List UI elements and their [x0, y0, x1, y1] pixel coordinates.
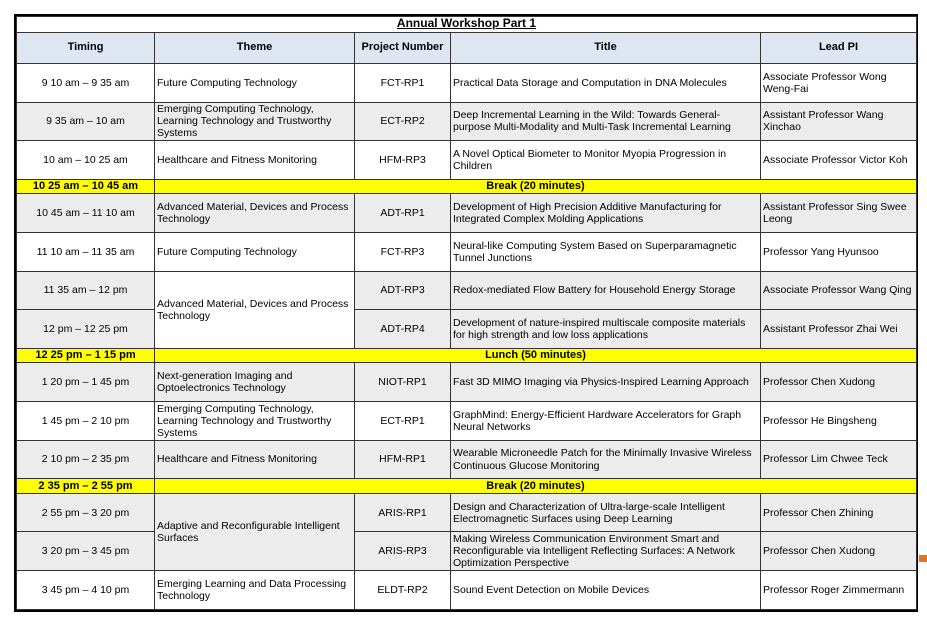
title-cell: Neural-like Computing System Based on Superparamagnetic Tunnel Junctions [451, 233, 761, 272]
project-cell: ADT-RP3 [355, 271, 451, 310]
project-cell: ECT-RP1 [355, 401, 451, 440]
table-row [17, 271, 917, 310]
break-row [17, 179, 917, 194]
break-timing: 2 35 pm – 2 55 pm [17, 479, 155, 494]
project-cell: ECT-RP2 [355, 102, 451, 141]
timing-cell: 2 55 pm – 3 20 pm [17, 493, 155, 532]
table-row [17, 401, 917, 440]
header-title: Title [451, 32, 761, 63]
project-cell: ARIS-RP1 [355, 493, 451, 532]
timing-cell: 10 45 am – 11 10 am [17, 194, 155, 233]
title-cell: Development of nature-inspired multiscale composite materials for high strength and low loss applications [451, 310, 761, 349]
project-cell: FCT-RP1 [355, 63, 451, 102]
workshop-schedule [14, 14, 918, 612]
lead-cell: Assistant Professor Zhai Wei [761, 310, 917, 349]
lead-cell: Professor Chen Xudong [761, 532, 917, 571]
project-cell: HFM-RP1 [355, 440, 451, 479]
title-cell: Redox-mediated Flow Battery for Household Energy Storage [451, 271, 761, 310]
table-row [17, 102, 917, 141]
table-row [17, 141, 917, 180]
table-row [17, 571, 917, 610]
project-cell: ADT-RP1 [355, 194, 451, 233]
lead-cell: Professor Yang Hyunsoo [761, 233, 917, 272]
break-row [17, 479, 917, 494]
timing-cell: 3 45 pm – 4 10 pm [17, 571, 155, 610]
table-row [17, 440, 917, 479]
table-row [17, 310, 917, 349]
timing-cell: 9 10 am – 9 35 am [17, 63, 155, 102]
header-row [17, 32, 917, 63]
timing-cell: 2 10 pm – 2 35 pm [17, 440, 155, 479]
theme-cell: Future Computing Technology [155, 63, 355, 102]
table-row [17, 233, 917, 272]
theme-cell: Adaptive and Reconfigurable Intelligent Surfaces [155, 493, 355, 570]
break-timing: 12 25 pm – 1 15 pm [17, 348, 155, 363]
table-row [17, 363, 917, 402]
lead-cell: Associate Professor Wong Weng-Fai [761, 63, 917, 102]
break-label: Break (20 minutes) [155, 179, 917, 194]
lead-cell: Professor Chen Zhining [761, 493, 917, 532]
table-row [17, 493, 917, 532]
header-timing: Timing [17, 32, 155, 63]
title-cell: Practical Data Storage and Computation in DNA Molecules [451, 63, 761, 102]
lead-cell: Professor Lim Chwee Teck [761, 440, 917, 479]
table-row [17, 63, 917, 102]
lead-cell: Assistant Professor Wang Xinchao [761, 102, 917, 141]
lead-cell: Professor He Bingsheng [761, 401, 917, 440]
theme-cell: Advanced Material, Devices and Process Technology [155, 271, 355, 348]
table-row [17, 532, 917, 571]
timing-cell: 1 45 pm – 2 10 pm [17, 401, 155, 440]
timing-cell: 3 20 pm – 3 45 pm [17, 532, 155, 571]
title-cell: GraphMind: Energy-Efficient Hardware Accelerators for Graph Neural Networks [451, 401, 761, 440]
schedule-table [16, 16, 917, 610]
accent-mark [919, 555, 927, 562]
lead-cell: Associate Professor Wang Qing [761, 271, 917, 310]
project-cell: ARIS-RP3 [355, 532, 451, 571]
project-cell: ADT-RP4 [355, 310, 451, 349]
theme-cell: Next-generation Imaging and Optoelectronics Technology [155, 363, 355, 402]
title-cell: Fast 3D MIMO Imaging via Physics-Inspired Learning Approach [451, 363, 761, 402]
title-cell: Deep Incremental Learning in the Wild: Towards General-purpose Multi-Modality and Multi-Task Incremental Learning [451, 102, 761, 141]
table-title-row [17, 17, 917, 33]
title-cell: Development of High Precision Additive Manufacturing for Integrated Complex Molding Applications [451, 194, 761, 233]
timing-cell: 10 am – 10 25 am [17, 141, 155, 180]
break-label: Lunch (50 minutes) [155, 348, 917, 363]
theme-cell: Healthcare and Fitness Monitoring [155, 440, 355, 479]
theme-cell: Emerging Computing Technology, Learning Technology and Trustworthy Systems [155, 401, 355, 440]
timing-cell: 11 35 am – 12 pm [17, 271, 155, 310]
theme-cell: Future Computing Technology [155, 233, 355, 272]
timing-cell: 11 10 am – 11 35 am [17, 233, 155, 272]
title-cell: Making Wireless Communication Environment Smart and Reconfigurable via Intelligent Reflecting Surfaces: A Network Optimization Perspective [451, 532, 761, 571]
break-row [17, 348, 917, 363]
lead-cell: Assistant Professor Sing Swee Leong [761, 194, 917, 233]
header-lead: Lead PI [761, 32, 917, 63]
header-project: Project Number [355, 32, 451, 63]
theme-cell: Advanced Material, Devices and Process Technology [155, 194, 355, 233]
project-cell: ELDT-RP2 [355, 571, 451, 610]
title-cell: Design and Characterization of Ultra-large-scale Intelligent Electromagnetic Surfaces using Deep Learning [451, 493, 761, 532]
lead-cell: Professor Roger Zimmermann [761, 571, 917, 610]
break-timing: 10 25 am – 10 45 am [17, 179, 155, 194]
header-theme: Theme [155, 32, 355, 63]
table-row [17, 194, 917, 233]
break-label: Break (20 minutes) [155, 479, 917, 494]
project-cell: NIOT-RP1 [355, 363, 451, 402]
title-cell: Sound Event Detection on Mobile Devices [451, 571, 761, 610]
theme-cell: Emerging Learning and Data Processing Technology [155, 571, 355, 610]
timing-cell: 9 35 am – 10 am [17, 102, 155, 141]
timing-cell: 12 pm – 12 25 pm [17, 310, 155, 349]
theme-cell: Emerging Computing Technology, Learning Technology and Trustworthy Systems [155, 102, 355, 141]
project-cell: FCT-RP3 [355, 233, 451, 272]
lead-cell: Associate Professor Victor Koh [761, 141, 917, 180]
title-cell: Wearable Microneedle Patch for the Minimally Invasive Wireless Continuous Glucose Monitoring [451, 440, 761, 479]
timing-cell: 1 20 pm – 1 45 pm [17, 363, 155, 402]
title-cell: A Novel Optical Biometer to Monitor Myopia Progression in Children [451, 141, 761, 180]
table-title: Annual Workshop Part 1 [17, 17, 917, 33]
theme-cell: Healthcare and Fitness Monitoring [155, 141, 355, 180]
lead-cell: Professor Chen Xudong [761, 363, 917, 402]
project-cell: HFM-RP3 [355, 141, 451, 180]
